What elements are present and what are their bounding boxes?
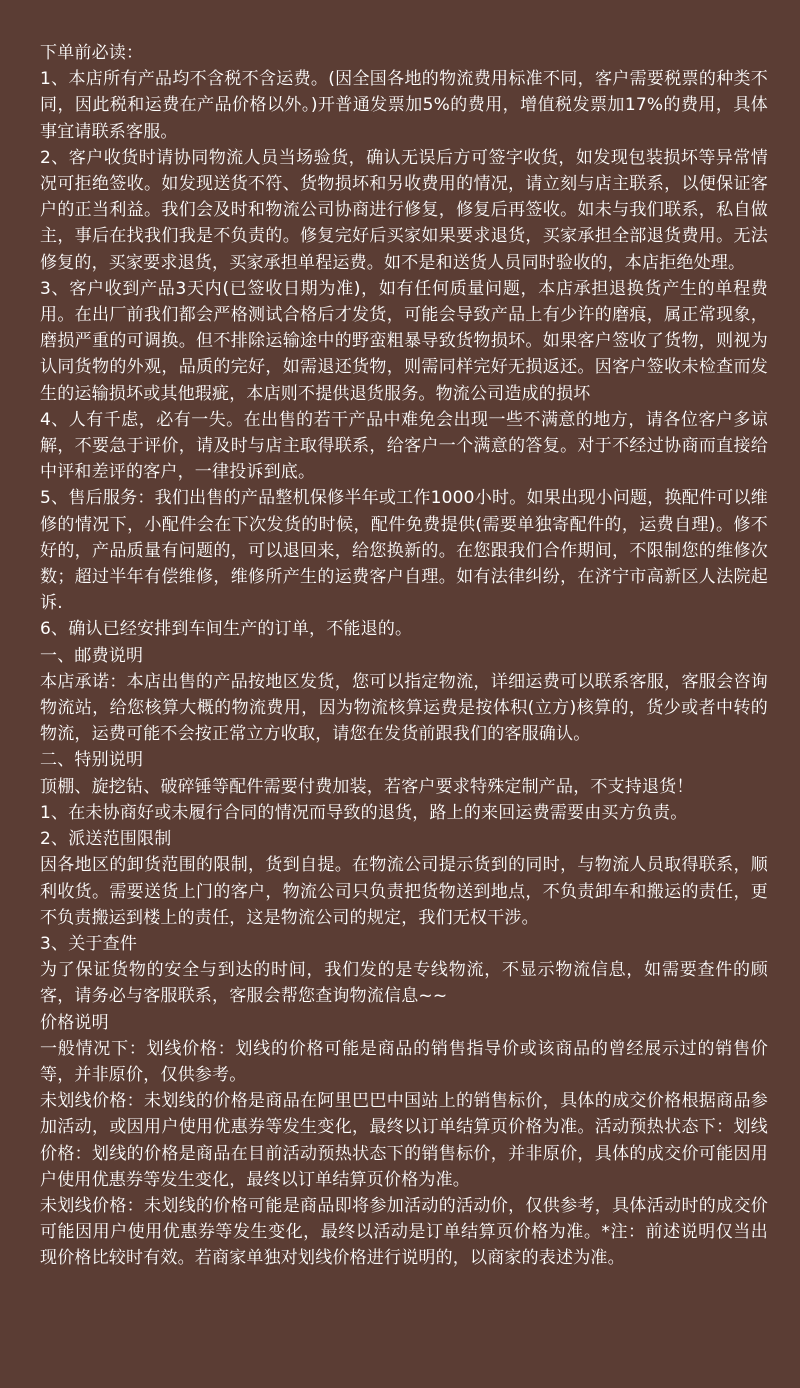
tracking-text: 为了保证货物的安全与到达的时间，我们发的是专线物流，不显示物流信息，如需要查件的顾客，请务必与客服联系，客服会帮您查询物流信息~~ xyxy=(40,960,768,1007)
notice-item-returns: 3、客户收到产品3天内(已签收日期为准)，如有任何质量问题，本店承担退换货产生的单程费用。在出厂前我们都会严格测试合格后才发货，可能会导致产品上有少许的磨痕，属正常现象，磨损严重的可调换。但不排除运输途中的野蛮粗暴导致货物损坏。如果客户签收了货物，则视为认同货物的外观，品质的完好，如需退还货物，则需同样完好无损返还。因客户签收未检查而发生的运输损坏或其他瑕疵，本店则不提供退货服务。物流公司造成的损坏 xyxy=(40,278,768,404)
notice-item-inspection: 2、客户收货时请协同物流人员当场验货，确认无误后方可签字收货，如发现包装损坏等异常情况可拒绝签收。如发现送货不符、货物损坏和另收费用的情况，请立刻与店主联系，以便保证客户的正当利益。我们会及时和物流公司协商进行修复，修复后再签收。如未与我们联系，私自做主，事后在找我们我是不负责的。修复完好后买家如果要求退货，买家承担全部退货费用。无法修复的，买家要求退货，买家承担单程运费。如不是和送货人员同时验收的，本店拒绝处理。 xyxy=(40,147,768,273)
section-heading-special: 二、特别说明 xyxy=(40,750,144,771)
special-accessories: 顶棚、旋挖钻、破碎锤等配件需要付费加装，若客户要求特殊定制产品，不支持退货！ xyxy=(40,776,694,797)
special-item-contract: 1、在未协商好或未履行合同的情况而导致的退货，路上的来回运费需要由买方负责。 xyxy=(40,802,688,823)
section-heading-shipping: 一、邮费说明 xyxy=(40,645,144,666)
delivery-range-text: 因各地区的卸货范围的限制，货到自提。在物流公司提示货到的同时，与物流人员取得联系，顺利收货。需要送货上门的客户，物流公司只负责把货物送到地点，不负责卸车和搬运的责任，更不负责搬运到楼上的责任，这是物流公司的规定，我们无权干涉。 xyxy=(40,855,768,928)
special-heading-tracking: 3、关于查件 xyxy=(40,933,138,954)
notice-item-reviews: 4、人有千虑，必有一失。在出售的若干产品中难免会出现一些不满意的地方，请各位客户多谅解，不要急于评价，请及时与店主取得联系，给客户一个满意的答复。对于不经过协商而直接给中评和差评的客户，一律投诉到底。 xyxy=(40,409,768,483)
notice-item-after-sales: 5、售后服务：我们出售的产品整机保修半年或工作1000小时。如果出现小问题，换配件可以维修的情况下，小配件会在下次发货的时候，配件免费提供(需要单独寄配件的，运费自理)。修不好的，产品质量有问题的，可以退回来，给您换新的。在您跟我们合作期间，不限制您的维修次数；超过半年有偿维修，维修所产生的运费客户自理。如有法律纠纷，在济宁市高新区人法院起诉. xyxy=(40,488,768,614)
notice-item-production-orders: 6、确认已经安排到车间生产的订单，不能退的。 xyxy=(40,619,413,640)
pricing-unmarked-activity: 未划线价格：未划线的价格可能是商品即将参加活动的活动价，仅供参考，具体活动时的成交价可能因用户使用优惠券等发生变化，最终以活动是订单结算页价格为准。*注：前述说明仅当出现价格比较时有效。若商家单独对划线价格进行说明的，以商家的表述为准。 xyxy=(40,1195,768,1269)
notice-item-taxes: 1、本店所有产品均不含税不含运费。(因全国各地的物流费用标准不同，客户需要税票的种类不同，因此税和运费在产品价格以外。)开普通发票加5%的费用，增值税发票加17%的费用，具体事宜请联系客服。 xyxy=(40,69,768,142)
special-heading-delivery-range: 2、派送范围限制 xyxy=(40,829,172,850)
shipping-commitment: 本店承诺：本店出售的产品按地区发货，您可以指定物流，详细运费可以联系客服，客服会咨询物流站，给您核算大概的物流费用，因为物流核算运费是按体积(立方)核算的，货少或者中转的物流，运费可能不会按正常立方收取，请您在发货前跟我们的客服确认。 xyxy=(40,671,768,745)
pricing-unmarked: 未划线价格：未划线的价格是商品在阿里巴巴中国站上的销售标价，具体的成交价格根据商品参加活动，或因用户使用优惠券等发生变化，最终以订单结算页价格为准。活动预热状态下：划线价格：划线的价格是商品在目前活动预热状态下的销售标价，并非原价，具体的成交价可能因用户使用优惠券等发生变化，最终以订单结算页价格为准。 xyxy=(40,1091,768,1190)
section-heading-pricing: 价格说明 xyxy=(40,1012,109,1033)
pricing-general: 一般情况下：划线价格：划线的价格可能是商品的销售指导价或该商品的曾经展示过的销售价等，并非原价，仅供参考。 xyxy=(40,1038,768,1085)
notice-heading: 下单前必读： xyxy=(40,43,144,63)
